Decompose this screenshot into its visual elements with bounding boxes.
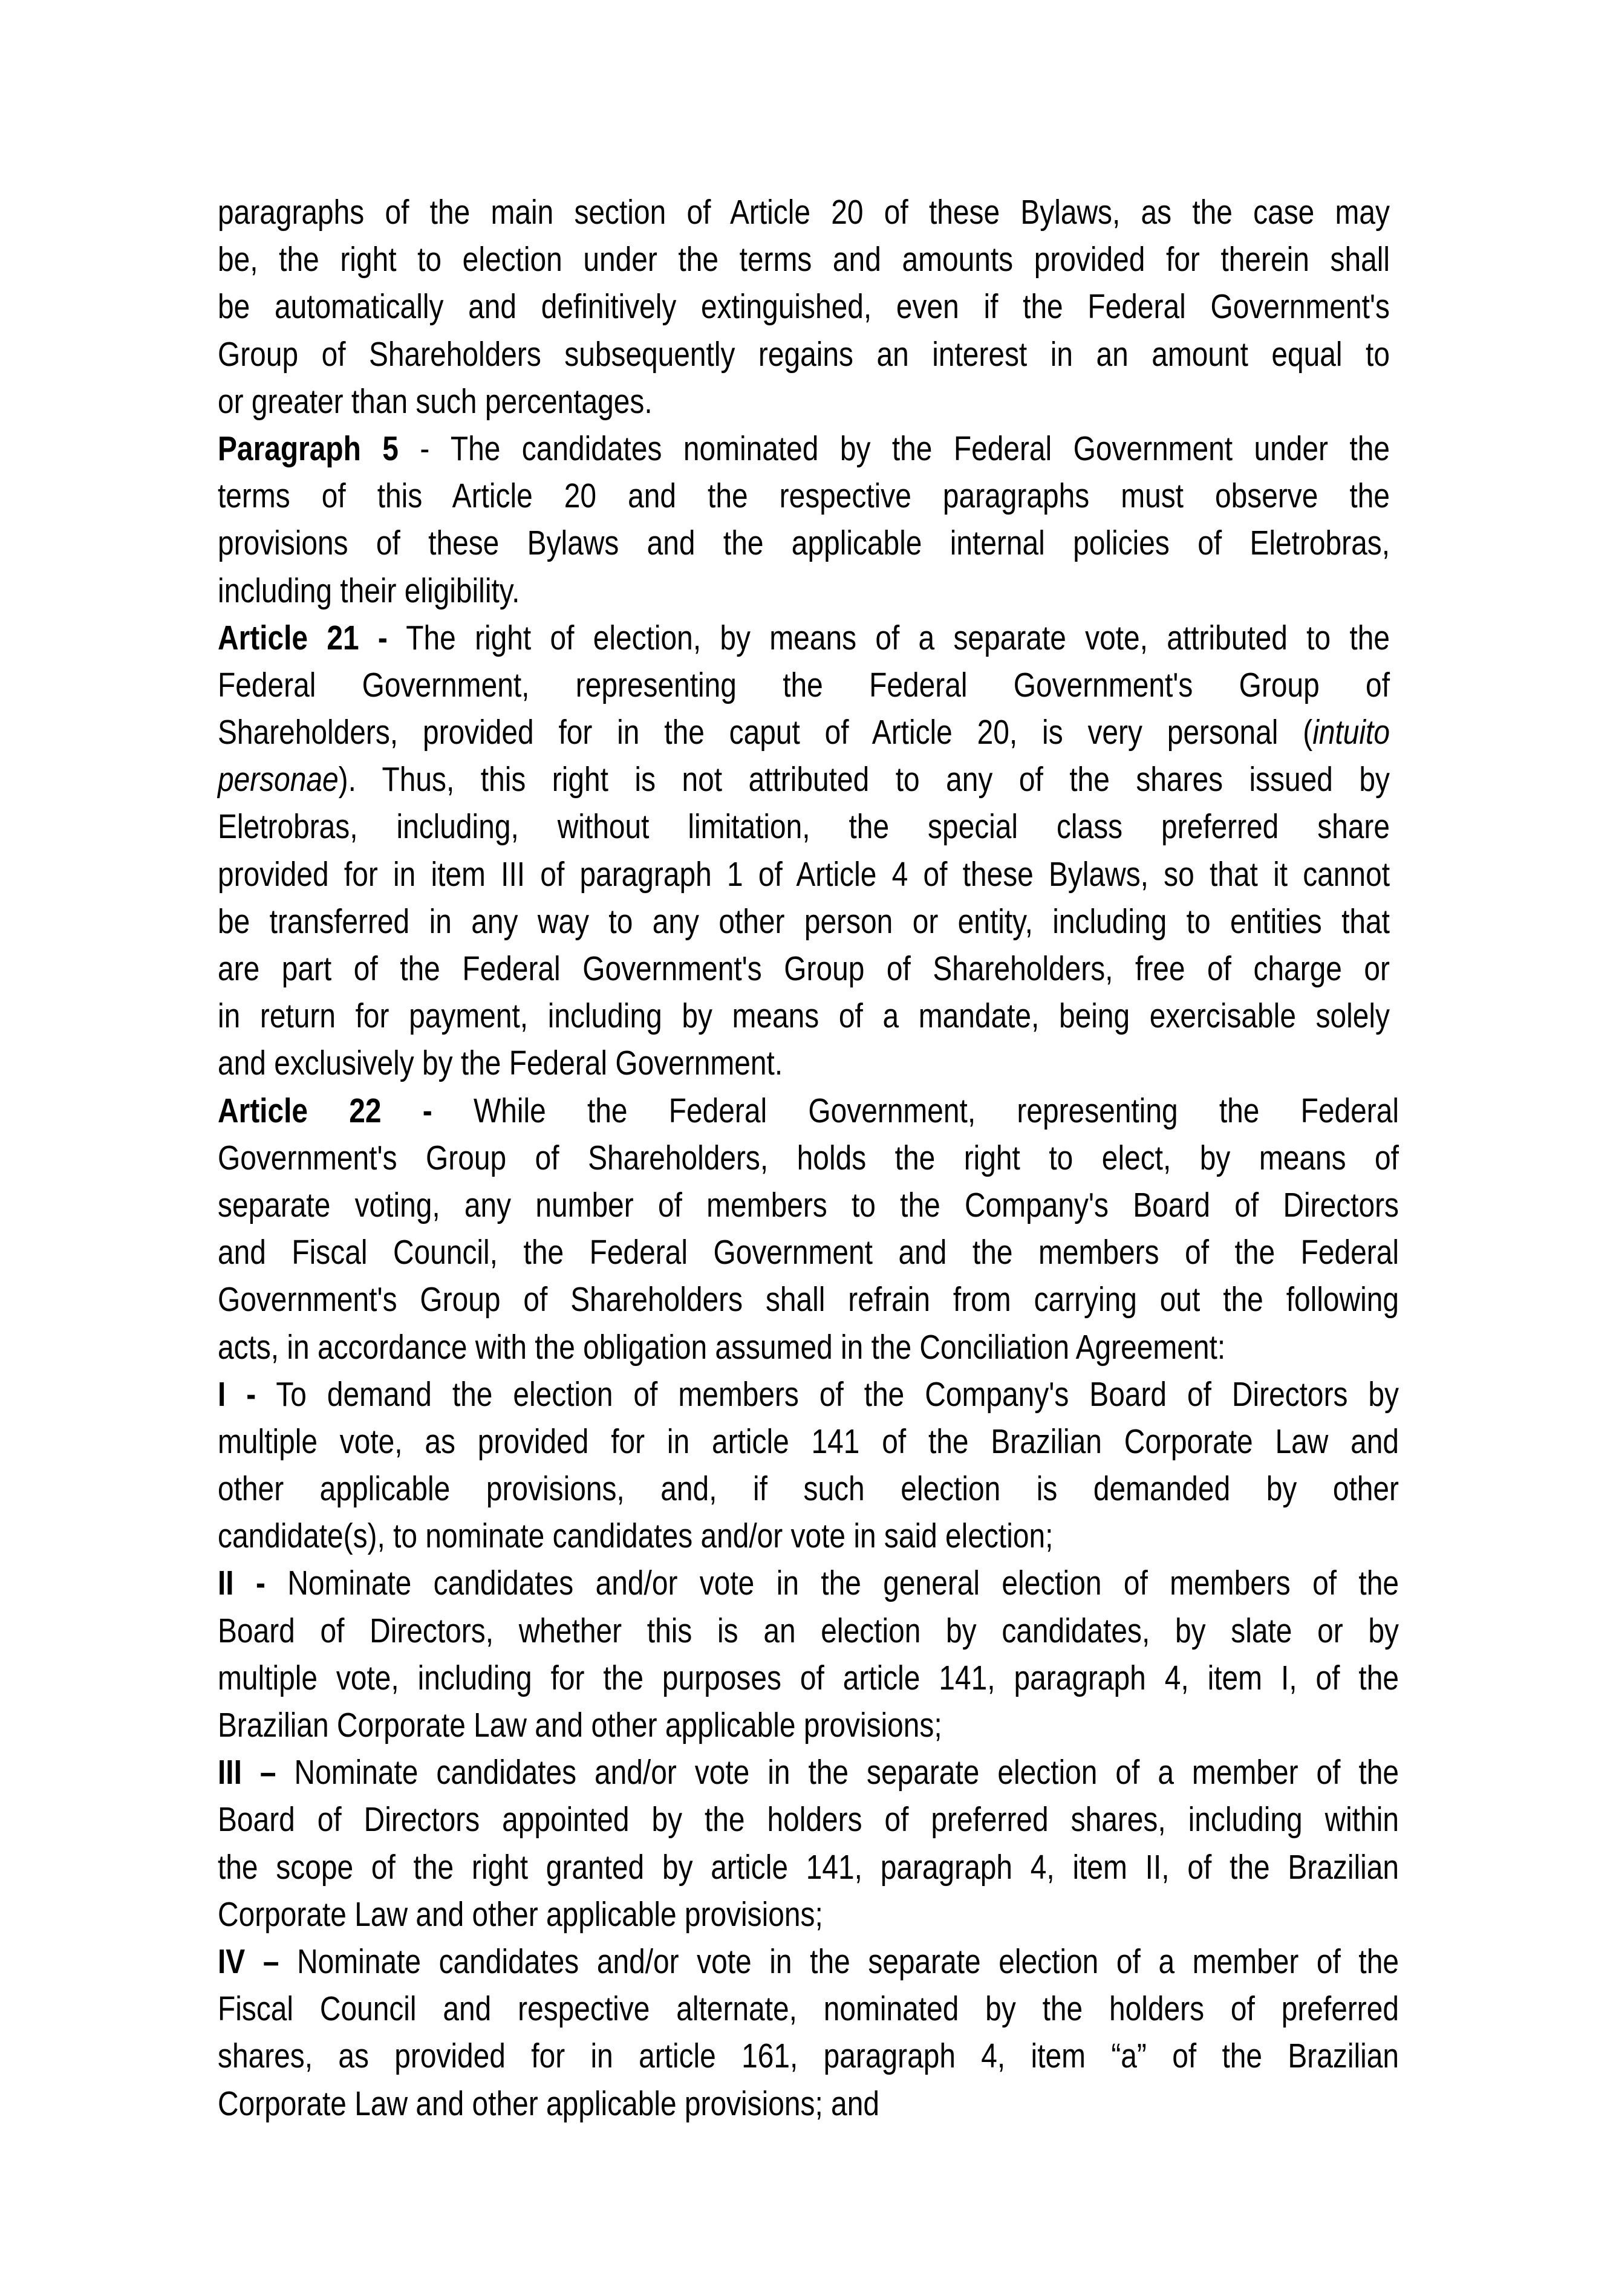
text-line [218, 1938, 1616, 1985]
line-text: Brazilian Corporate Law and other applicable provisions; [218, 1706, 942, 1745]
paragraph [218, 1371, 1616, 1560]
line-text: Nominate candidates and/or vote in the separate election of a member of the [276, 1753, 1399, 1792]
paragraph [218, 1749, 1616, 1938]
text-line [218, 1891, 1616, 1938]
line-text: paragraphs of the main section of Article 20 of these Bylaws, as the case may [218, 193, 1390, 232]
line-text: are part of the Federal Government's Group of Shareholders, free of charge or [218, 949, 1390, 988]
paragraph-heading: Article 21 - [218, 618, 388, 657]
line-text: While the Federal Government, representing the Federal [432, 1091, 1399, 1130]
paragraph [218, 1087, 1616, 1371]
text-line [218, 1039, 1616, 1087]
line-text: multiple vote, including for the purposes of article 141, paragraph 4, item I, of the [218, 1658, 1399, 1697]
paragraph [218, 425, 1616, 614]
document-body [218, 189, 1616, 2127]
text-line [218, 283, 1616, 330]
text-line [218, 709, 1616, 756]
text-line [218, 1418, 1616, 1465]
line-text: be, the right to election under the terms and amounts provided for therein shall [218, 240, 1390, 279]
text-line [218, 519, 1616, 567]
text-line [218, 331, 1616, 378]
paragraph-heading: Article 22 - [218, 1091, 432, 1130]
text-line [218, 2032, 1616, 2080]
text-line [218, 1276, 1616, 1323]
paragraph [218, 1938, 1616, 2127]
line-text: Nominate candidates and/or vote in the separate election of a member of the [279, 1942, 1399, 1981]
line-text: separate voting, any number of members to the Company's Board of Directors [218, 1185, 1399, 1224]
line-text: terms of this Article 20 and the respective paragraphs must observe the [218, 476, 1390, 516]
line-text: Fiscal Council and respective alternate, nominated by the holders of preferred [218, 1989, 1399, 2029]
text-line [218, 472, 1616, 519]
line-text: Eletrobras, including, without limitation, the special class preferred share [218, 807, 1390, 847]
line-text: Corporate Law and other applicable provisions; [218, 1894, 823, 1934]
text-line [218, 1654, 1616, 1702]
line-text: The right of election, by means of a separate vote, attributed to the [387, 618, 1390, 657]
text-line [218, 236, 1616, 283]
line-text: To demand the election of members of the Company's Board of Directors by [256, 1374, 1399, 1414]
text-line [218, 756, 1616, 803]
text-line [218, 1324, 1616, 1371]
line-text: Federal Government, representing the Federal Government's Group of [218, 665, 1390, 704]
line-text: and Fiscal Council, the Federal Government and the members of the Federal [218, 1233, 1399, 1272]
line-text: multiple vote, as provided for in article 141 of the Brazilian Corporate Law and [218, 1422, 1399, 1461]
line-text: Government's Group of Shareholders shall refrain from carrying out the following [218, 1280, 1399, 1319]
text-line [218, 1371, 1616, 1418]
line-text: provided for in item III of paragraph 1 of Article 4 of these Bylaws, so that it cannot [218, 854, 1390, 894]
line-text: shares, as provided for in article 161, paragraph 4, item “a” of the Brazilian [218, 2037, 1399, 2076]
text-line [218, 1134, 1616, 1182]
text-line [218, 1702, 1616, 1749]
text-line [218, 567, 1616, 614]
paragraph-heading: II - [218, 1564, 266, 1603]
text-line [218, 2080, 1616, 2127]
text-line [218, 1985, 1616, 2032]
line-text: the scope of the right granted by article 141, paragraph 4, item II, of the Brazilian [218, 1847, 1399, 1887]
text-line [218, 945, 1616, 992]
line-text: and exclusively by the Federal Government. [218, 1044, 783, 1083]
text-line [218, 1844, 1616, 1891]
paragraph [218, 614, 1616, 1087]
paragraph-heading: Paragraph 5 [218, 429, 399, 468]
line-text: Board of Directors, whether this is an election by candidates, by slate or by [218, 1611, 1399, 1650]
line-text: or greater than such percentages. [218, 382, 653, 421]
text-line [218, 803, 1616, 850]
text-line [218, 992, 1616, 1039]
paragraph [218, 1559, 1616, 1749]
line-text: be automatically and definitively extinguished, even if the Federal Government's [218, 287, 1390, 327]
text-line [218, 614, 1616, 662]
line-text: be transferred in any way to any other person or entity, including to entities that [218, 902, 1390, 941]
line-text: provisions of these Bylaws and the applicable internal policies of Eletrobras, [218, 524, 1390, 563]
line-text: including their eligibility. [218, 571, 520, 610]
line-text: personae). Thus, this right is not attributed to any of the shares issued by [218, 760, 1390, 799]
line-text: - The candidates nominated by the Federal Government under the [398, 429, 1390, 468]
line-text: Nominate candidates and/or vote in the general election of members of the [265, 1564, 1399, 1603]
text-line [218, 662, 1616, 709]
text-line [218, 1559, 1616, 1607]
line-text: Government's Group of Shareholders, holds the right to elect, by means of [218, 1138, 1399, 1177]
text-line [218, 1749, 1616, 1796]
text-line [218, 1229, 1616, 1276]
line-text: Corporate Law and other applicable provisions; and [218, 2084, 879, 2123]
paragraph-heading: I - [218, 1374, 256, 1414]
line-text: Board of Directors appointed by the holders of preferred shares, including within [218, 1800, 1399, 1839]
line-text: Group of Shareholders subsequently regains an interest in an amount equal to [218, 334, 1390, 374]
text-line [218, 1796, 1616, 1843]
line-text: Shareholders, provided for in the caput of Article 20, is very personal (intuito [218, 713, 1390, 752]
text-line [218, 189, 1616, 236]
text-line [218, 1465, 1616, 1512]
paragraph [218, 189, 1616, 425]
text-line [218, 1182, 1616, 1229]
text-line [218, 1512, 1616, 1559]
paragraph-heading: III – [218, 1753, 276, 1792]
text-line [218, 1607, 1616, 1654]
text-line [218, 851, 1616, 898]
text-line [218, 898, 1616, 945]
text-line [218, 1087, 1616, 1134]
line-text: other applicable provisions, and, if such election is demanded by other [218, 1469, 1399, 1509]
line-text: acts, in accordance with the obligation assumed in the Conciliation Agreement: [218, 1327, 1226, 1367]
paragraph-heading: IV – [218, 1942, 279, 1981]
line-text: candidate(s), to nominate candidates and/or vote in said election; [218, 1517, 1054, 1556]
line-text: in return for payment, including by means of a mandate, being exercisable solely [218, 997, 1390, 1036]
text-line [218, 425, 1616, 472]
text-line [218, 378, 1616, 425]
